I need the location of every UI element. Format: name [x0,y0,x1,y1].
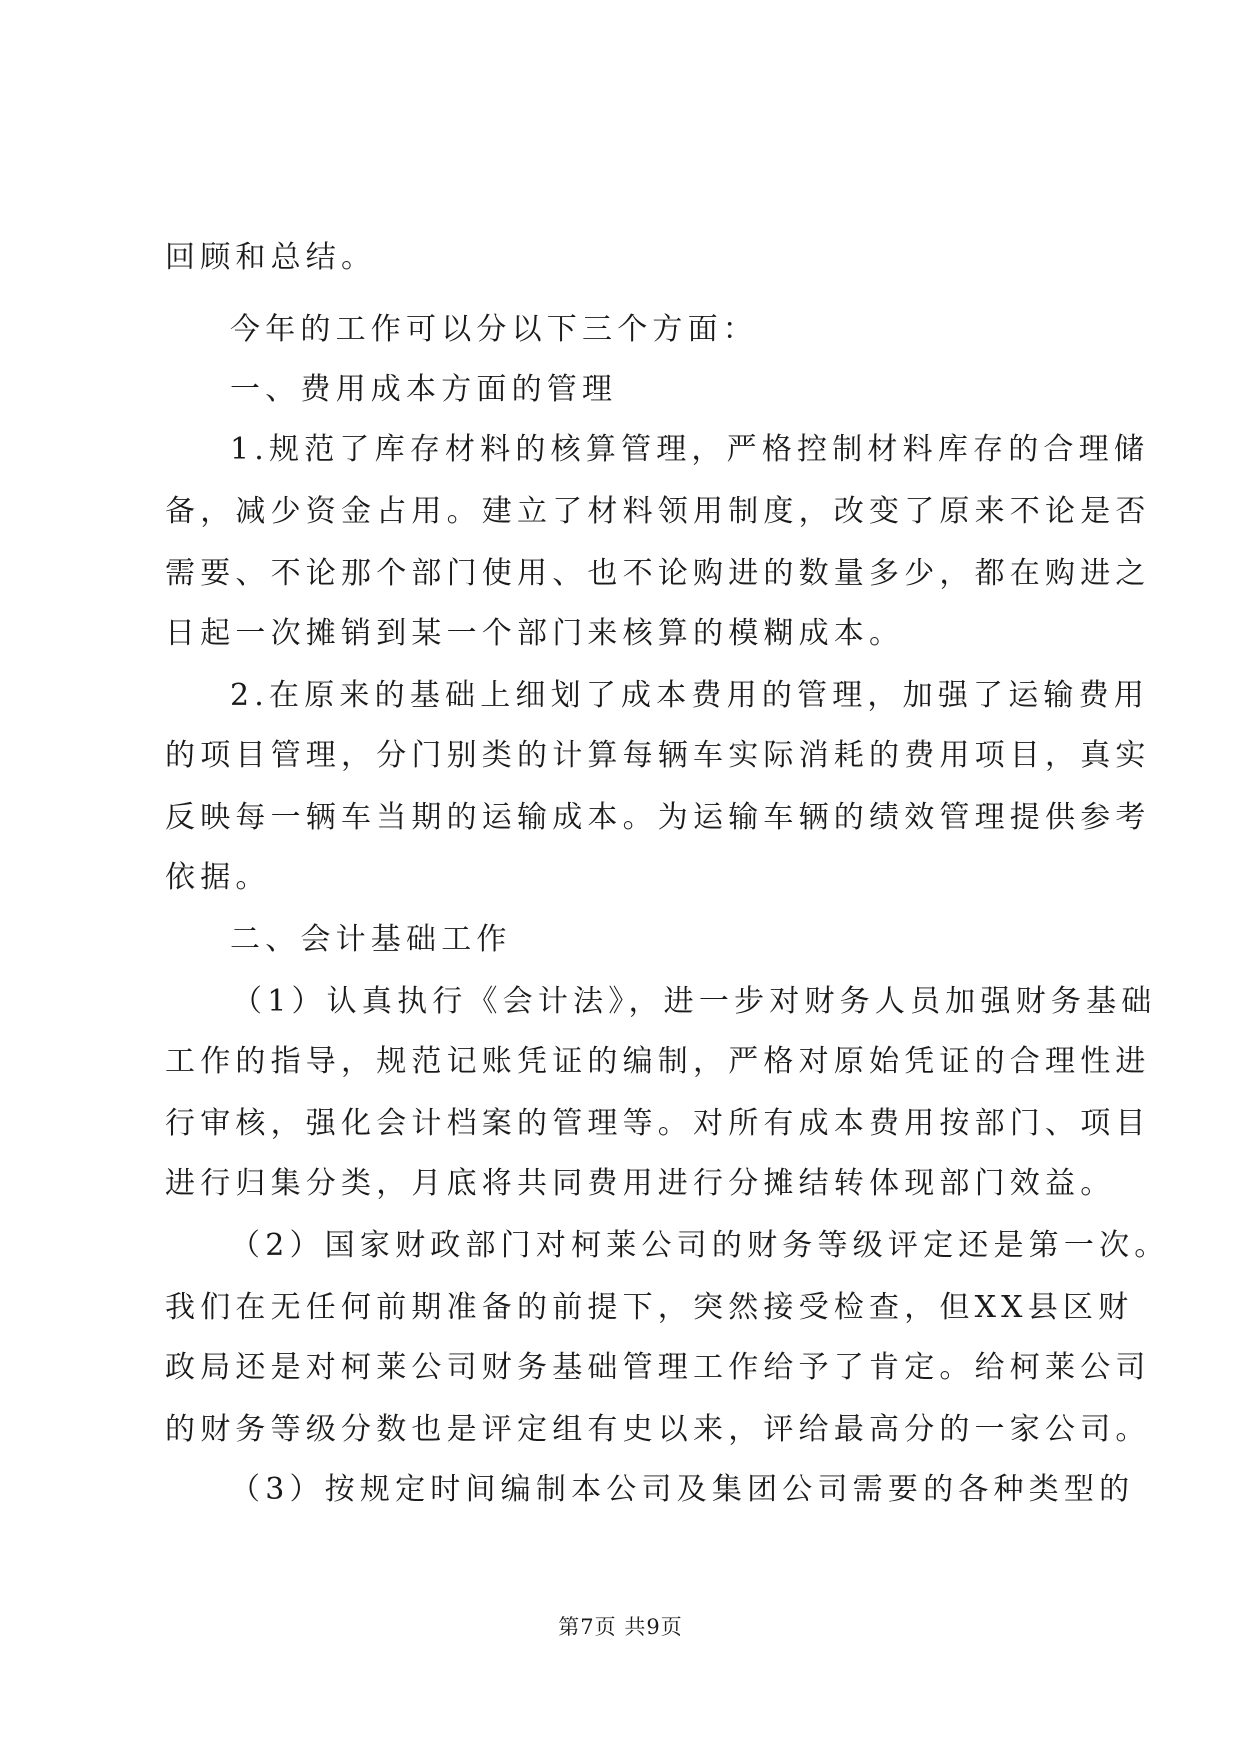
paragraph-line: 备，减少资金占用。建立了材料领用制度，改变了原来不论是否 [165,494,1151,529]
paragraph-line: 政局还是对柯莱公司财务基础管理工作给予了肯定。给柯莱公司 [165,1350,1151,1385]
paragraph-line: 行审核，强化会计档案的管理等。对所有成本费用按部门、项目 [165,1106,1151,1141]
paragraph-line: 2.在原来的基础上细划了成本费用的管理，加强了运输费用 [230,678,1150,713]
paragraph-line: 需要、不论那个部门使用、也不论购进的数量多少，都在购进之 [165,556,1151,591]
section-heading: 一、费用成本方面的管理 [230,372,618,407]
paragraph-line: 1.规范了库存材料的核算管理，严格控制材料库存的合理储 [230,432,1150,467]
paragraph-line: 日起一次摊销到某一个部门来核算的模糊成本。 [165,616,905,651]
paragraph-line: 回顾和总结。 [165,240,377,275]
page-number-footer: 第7页 共9页 [558,1615,683,1639]
paragraph-line: 的项目管理，分门别类的计算每辆车实际消耗的费用项目，真实 [165,738,1151,773]
paragraph-line: 依据。 [165,860,271,895]
paragraph-line: （3）按规定时间编制本公司及集团公司需要的各种类型的 [230,1472,1135,1507]
paragraph-line: 的财务等级分数也是评定组有史以来，评给最高分的一家公司。 [165,1412,1151,1447]
paragraph-line: 工作的指导，规范记账凭证的编制，严格对原始凭证的合理性进 [165,1044,1151,1079]
paragraph-line: （1）认真执行《会计法》，进一步对财务人员加强财务基础 [232,984,1157,1019]
section-heading: 二、会计基础工作 [230,922,512,957]
paragraph-line: 反映每一辆车当期的运输成本。为运输车辆的绩效管理提供参考 [165,800,1151,835]
paragraph-line: 今年的工作可以分以下三个方面： [230,312,758,347]
paragraph-line: （2）国家财政部门对柯莱公司的财务等级评定还是第一次。 [230,1228,1170,1263]
paragraph-line: 进行归集分类，月底将共同费用进行分摊结转体现部门效益。 [165,1166,1116,1201]
paragraph-line: 我们在无任何前期准备的前提下，突然接受检查，但XX县区财 [165,1290,1134,1325]
